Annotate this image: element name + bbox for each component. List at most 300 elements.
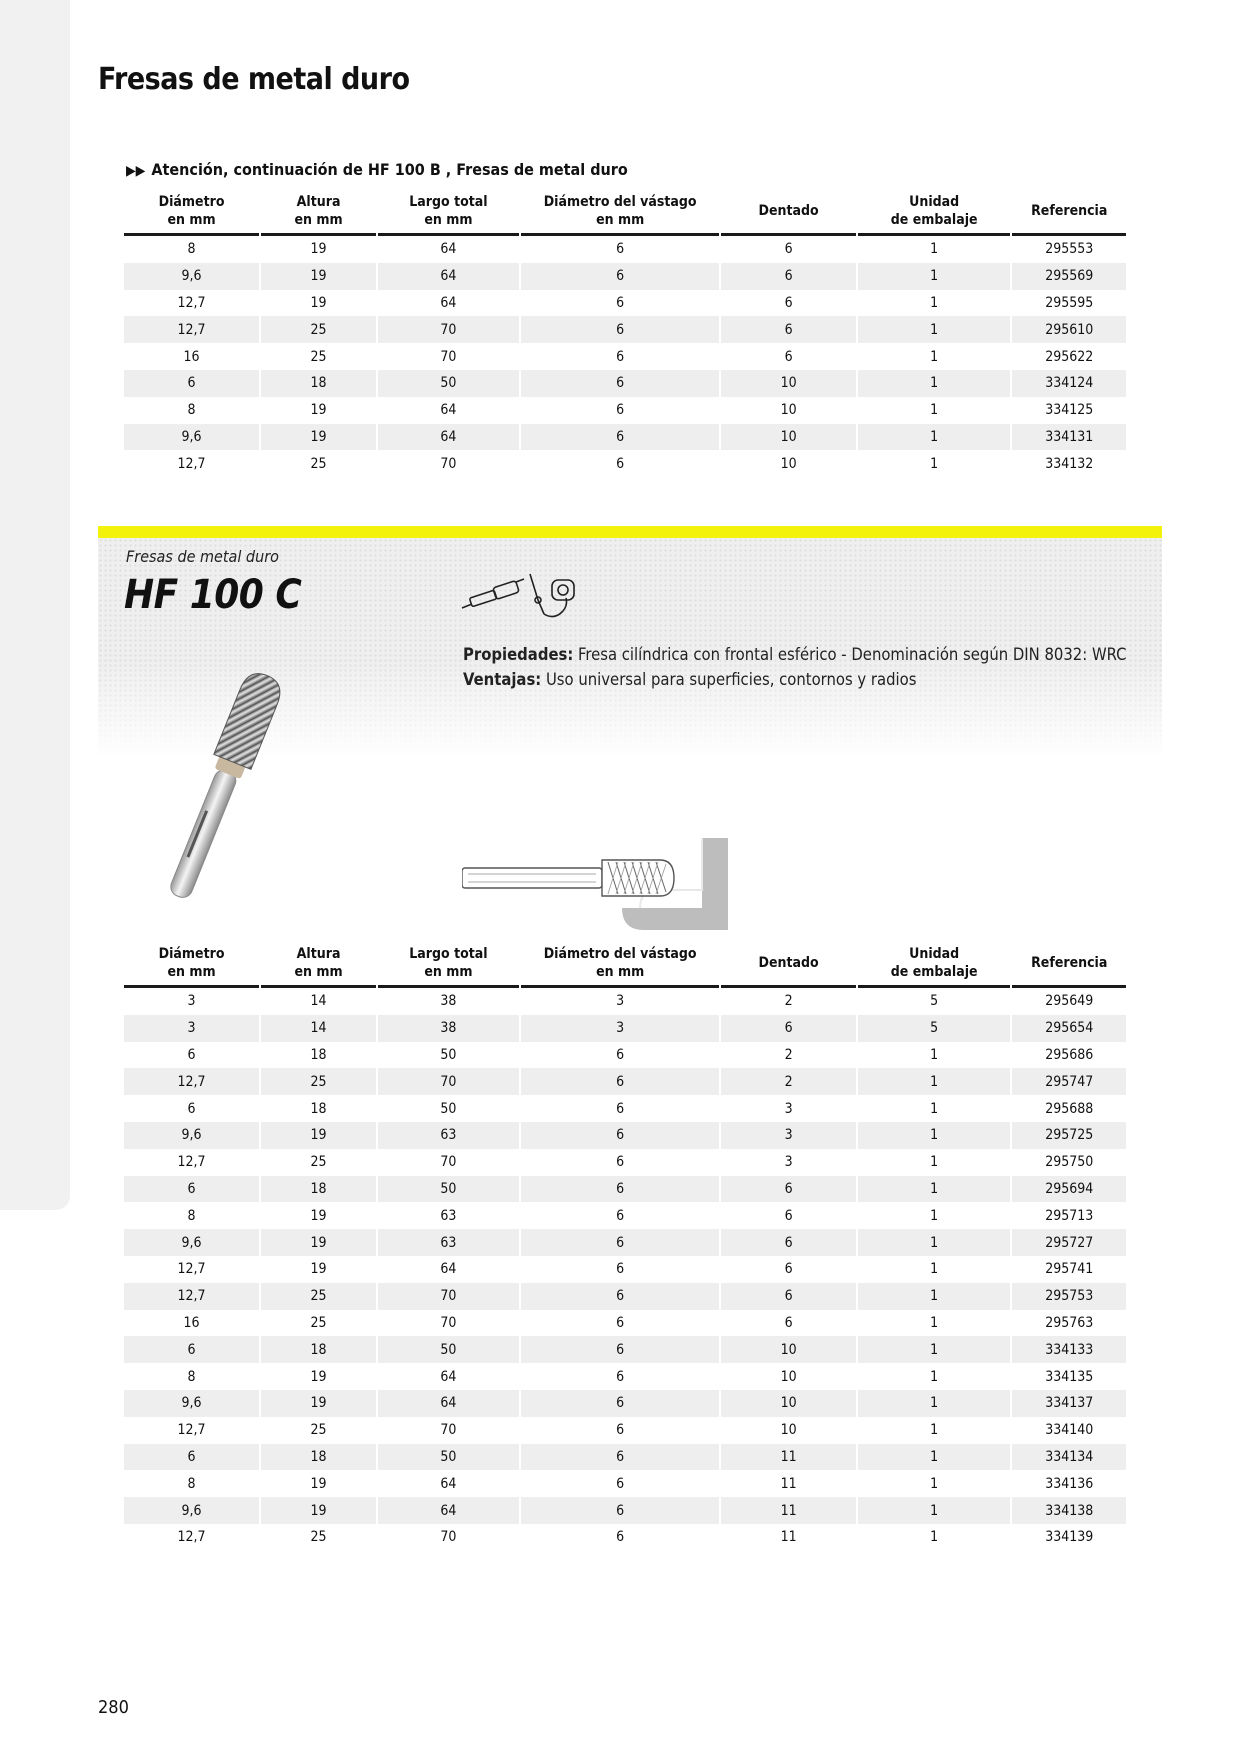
cell-teeth: 10 [721, 424, 855, 451]
cell-pack-unit: 1 [858, 1444, 1011, 1471]
cell-total-length: 63 [378, 1229, 519, 1256]
cell-diameter: 12,7 [124, 1068, 259, 1095]
cell-height: 18 [261, 370, 376, 397]
table-row [124, 1256, 1126, 1283]
header-total-length-line: en mm [424, 212, 473, 228]
properties-line [463, 642, 1143, 667]
table-row [124, 1042, 1126, 1069]
cell-total-length: 63 [440, 1207, 457, 1224]
cell-total-length: 38 [378, 1015, 519, 1042]
table-row [124, 1149, 1126, 1176]
table-row [124, 1363, 1126, 1390]
header-pack-unit [858, 943, 1011, 988]
cell-pack-unit: 1 [858, 1283, 1011, 1310]
cell-shank-diameter: 6 [521, 370, 720, 397]
header-shank-diameter-line: en mm [596, 964, 645, 980]
header-reference-line: Referencia [1031, 955, 1108, 971]
header-diameter-line: en mm [167, 964, 216, 980]
cell-height: 25 [310, 1154, 327, 1171]
cell-pack-unit: 1 [930, 1529, 939, 1546]
cell-diameter: 3 [187, 993, 196, 1010]
cell-pack-unit: 5 [858, 1015, 1011, 1042]
cell-pack-unit: 1 [858, 263, 1011, 290]
cell-shank-diameter: 6 [521, 316, 720, 343]
cell-reference: 334133 [1012, 1336, 1126, 1363]
table-row [124, 316, 1126, 343]
cell-shank-diameter: 6 [521, 1336, 720, 1363]
header-shank-diameter-line: Diámetro del vástago [543, 194, 697, 210]
cell-total-length: 50 [378, 370, 519, 397]
cell-shank-diameter: 6 [616, 1207, 625, 1224]
table-row [124, 1229, 1126, 1256]
table-row [124, 236, 1126, 263]
cell-total-length: 50 [440, 1100, 457, 1117]
cell-pack-unit: 1 [858, 316, 1011, 343]
header-total-length [378, 943, 519, 988]
properties-text: Fresa cilíndrica con frontal esférico - Denominación según DIN 8032: WRC [578, 645, 1127, 664]
table-row [124, 1310, 1126, 1337]
cell-diameter: 9,6 [124, 1229, 259, 1256]
cell-pack-unit: 1 [930, 1368, 939, 1385]
cell-shank-diameter: 6 [616, 1314, 625, 1331]
cell-shank-diameter: 6 [616, 1046, 625, 1063]
continuation-note [126, 160, 628, 179]
header-height-line: en mm [294, 964, 343, 980]
cell-height: 25 [310, 348, 327, 365]
cell-shank-diameter: 6 [616, 348, 625, 365]
header-height-line: en mm [294, 212, 343, 228]
cell-reference: 295727 [1012, 1229, 1126, 1256]
table-row [124, 370, 1126, 397]
cell-reference: 334134 [1012, 1444, 1126, 1471]
cell-total-length: 63 [378, 1122, 519, 1149]
cell-shank-diameter: 6 [616, 1261, 625, 1278]
cell-total-length: 70 [440, 455, 457, 472]
table-row [124, 1390, 1126, 1417]
header-total-length-line: Largo total [409, 946, 488, 962]
continuation-spec-table [122, 191, 1128, 477]
cell-reference: 295725 [1012, 1122, 1126, 1149]
cell-diameter: 12,7 [177, 294, 206, 311]
cell-total-length: 64 [378, 1497, 519, 1524]
cell-total-length: 50 [378, 1444, 519, 1471]
cell-diameter: 8 [187, 1368, 196, 1385]
product-code: HF 100 C [124, 572, 302, 618]
cell-height: 19 [310, 1207, 327, 1224]
cell-teeth: 6 [721, 1229, 855, 1256]
cell-shank-diameter: 6 [521, 424, 720, 451]
cell-pack-unit: 1 [858, 370, 1011, 397]
cell-height: 18 [310, 1046, 327, 1063]
cell-height: 18 [261, 1176, 376, 1203]
cell-shank-diameter: 6 [616, 402, 625, 419]
cell-shank-diameter: 6 [521, 1176, 720, 1203]
cell-pack-unit: 1 [930, 348, 939, 365]
cell-pack-unit: 1 [930, 1207, 939, 1224]
cell-total-length: 64 [378, 424, 519, 451]
burr-profile-diagram [462, 838, 732, 934]
product-description [463, 642, 1143, 692]
table-body [124, 236, 1126, 477]
table-row [124, 1444, 1126, 1471]
cell-diameter: 8 [187, 241, 196, 258]
cell-diameter: 9,6 [124, 424, 259, 451]
cell-reference: 334125 [1045, 402, 1094, 419]
table-row [124, 1470, 1126, 1497]
cell-height: 14 [261, 1015, 376, 1042]
table-row [124, 1336, 1126, 1363]
cell-total-length: 64 [440, 241, 457, 258]
cell-reference: 295694 [1012, 1176, 1126, 1203]
cell-reference: 334140 [1045, 1422, 1094, 1439]
cell-height: 25 [310, 1422, 327, 1439]
continuation-text: Atención, continuación de HF 100 B , Fresas de metal duro [151, 160, 628, 179]
cell-diameter: 6 [187, 1046, 196, 1063]
cell-teeth: 10 [780, 1368, 797, 1385]
cell-teeth: 10 [780, 402, 797, 419]
cell-diameter: 6 [124, 370, 259, 397]
properties-label: Propiedades: [463, 645, 574, 664]
cell-total-length: 64 [378, 1390, 519, 1417]
header-diameter [124, 191, 259, 236]
cell-teeth: 3 [784, 1154, 793, 1171]
advantages-line [463, 667, 1143, 692]
cell-teeth: 11 [721, 1497, 855, 1524]
cell-pack-unit: 1 [930, 1100, 939, 1117]
cell-total-length: 70 [378, 316, 519, 343]
advantages-label: Ventajas: [463, 670, 542, 689]
cell-shank-diameter: 6 [616, 455, 625, 472]
cell-diameter: 12,7 [124, 1283, 259, 1310]
cell-height: 19 [310, 1475, 327, 1492]
cell-reference: 334137 [1012, 1390, 1126, 1417]
cell-reference: 295553 [1045, 241, 1094, 258]
cell-shank-diameter: 6 [521, 1122, 720, 1149]
cell-teeth: 10 [721, 370, 855, 397]
header-pack-unit-line: de embalaje [890, 212, 978, 228]
cell-total-length: 64 [440, 402, 457, 419]
page-number: 280 [98, 1697, 129, 1718]
cell-diameter: 9,6 [124, 263, 259, 290]
header-diameter-line: Diámetro [158, 194, 225, 210]
cell-total-length: 50 [378, 1176, 519, 1203]
cell-total-length: 64 [440, 1261, 457, 1278]
cell-reference: 334139 [1045, 1529, 1094, 1546]
burr-product-image [148, 665, 298, 914]
table-row [124, 1524, 1126, 1551]
cell-diameter: 12,7 [177, 1154, 206, 1171]
cell-teeth: 10 [721, 1390, 855, 1417]
header-reference [1012, 191, 1126, 236]
header-shank-diameter-line: Diámetro del vástago [543, 946, 697, 962]
cell-height: 18 [261, 1444, 376, 1471]
header-shank-diameter-line: en mm [596, 212, 645, 228]
cell-reference: 334131 [1012, 424, 1126, 451]
cell-pack-unit: 1 [930, 1475, 939, 1492]
cell-pack-unit: 1 [858, 1229, 1011, 1256]
cell-shank-diameter: 6 [616, 1529, 625, 1546]
header-teeth [721, 943, 855, 988]
header-diameter-line: en mm [167, 212, 216, 228]
cell-shank-diameter: 3 [616, 993, 625, 1010]
cell-height: 14 [310, 993, 327, 1010]
cell-pack-unit: 1 [858, 1336, 1011, 1363]
cell-pack-unit: 1 [858, 1122, 1011, 1149]
cell-shank-diameter: 6 [521, 1497, 720, 1524]
cell-height: 19 [310, 1261, 327, 1278]
cell-reference: 334136 [1045, 1475, 1094, 1492]
header-teeth-line: Dentado [758, 955, 819, 971]
yellow-accent-bar [98, 526, 1162, 538]
die-grinder-icon [460, 566, 600, 628]
cell-reference: 295610 [1012, 316, 1126, 343]
header-diameter-line: Diámetro [158, 946, 225, 962]
cell-reference: 295753 [1012, 1283, 1126, 1310]
product-family: Fresas de metal duro [126, 547, 279, 566]
advantages-text: Uso universal para superficies, contornos y radios [545, 670, 917, 689]
cell-total-length: 70 [378, 1283, 519, 1310]
cell-diameter: 12,7 [124, 316, 259, 343]
cell-shank-diameter: 6 [616, 1475, 625, 1492]
cell-pack-unit: 1 [930, 241, 939, 258]
cell-reference: 295713 [1045, 1207, 1094, 1224]
cell-teeth: 6 [784, 348, 793, 365]
cell-shank-diameter: 6 [521, 1283, 720, 1310]
table-row [124, 397, 1126, 424]
cell-height: 19 [261, 1229, 376, 1256]
table-row [124, 1068, 1126, 1095]
cell-height: 19 [261, 1122, 376, 1149]
cell-diameter: 3 [124, 1015, 259, 1042]
cell-diameter: 12,7 [177, 1261, 206, 1278]
cell-shank-diameter: 6 [616, 1422, 625, 1439]
cell-pack-unit: 1 [858, 1176, 1011, 1203]
cell-diameter: 9,6 [124, 1497, 259, 1524]
cell-height: 19 [261, 1390, 376, 1417]
header-teeth [721, 191, 855, 236]
cell-pack-unit: 1 [858, 1068, 1011, 1095]
cell-teeth: 10 [780, 455, 797, 472]
cell-teeth: 6 [784, 1261, 793, 1278]
cell-height: 25 [261, 316, 376, 343]
cell-total-length: 70 [440, 348, 457, 365]
cell-teeth: 6 [721, 316, 855, 343]
cell-pack-unit: 1 [858, 1497, 1011, 1524]
table-row [124, 1015, 1126, 1042]
table-header-row [124, 191, 1126, 236]
cell-pack-unit: 1 [930, 1314, 939, 1331]
cell-height: 19 [310, 402, 327, 419]
cell-height: 19 [261, 1497, 376, 1524]
cell-total-length: 70 [378, 1068, 519, 1095]
cell-reference: 295622 [1045, 348, 1094, 365]
header-height [261, 943, 376, 988]
cell-height: 25 [261, 1283, 376, 1310]
cell-teeth: 6 [784, 1314, 793, 1331]
cell-reference: 295686 [1045, 1046, 1094, 1063]
cell-reference: 295763 [1045, 1314, 1094, 1331]
cell-reference: 295649 [1045, 993, 1094, 1010]
header-shank-diameter [521, 943, 720, 988]
table-row [124, 1283, 1126, 1310]
cell-diameter: 12,7 [177, 1529, 206, 1546]
table-row [124, 343, 1126, 370]
cell-diameter: 12,7 [177, 1422, 206, 1439]
cell-diameter: 6 [124, 1336, 259, 1363]
cell-total-length: 70 [440, 1154, 457, 1171]
cell-height: 18 [310, 1100, 327, 1117]
cell-teeth: 6 [784, 1207, 793, 1224]
header-pack-unit-line: Unidad [909, 946, 960, 962]
cell-total-length: 70 [440, 1422, 457, 1439]
cell-total-length: 70 [440, 1314, 457, 1331]
cell-teeth: 2 [784, 1046, 793, 1063]
cell-shank-diameter: 6 [521, 1444, 720, 1471]
cell-teeth: 6 [721, 263, 855, 290]
cell-teeth: 3 [721, 1122, 855, 1149]
usage-icons [460, 566, 600, 632]
cell-diameter: 16 [183, 1314, 200, 1331]
cell-total-length: 64 [440, 1475, 457, 1492]
cell-diameter: 12,7 [177, 455, 206, 472]
cell-total-length: 64 [440, 294, 457, 311]
double-chevron-right-icon: ▶▶ [126, 163, 146, 179]
cell-reference: 295654 [1012, 1015, 1126, 1042]
table-row [124, 1176, 1126, 1203]
header-shank-diameter [521, 191, 720, 236]
cell-reference: 295747 [1012, 1068, 1126, 1095]
header-height [261, 191, 376, 236]
cell-diameter: 16 [183, 348, 200, 365]
cell-reference: 295741 [1045, 1261, 1094, 1278]
header-height-line: Altura [296, 946, 341, 962]
header-diameter [124, 943, 259, 988]
header-pack-unit-line: Unidad [909, 194, 960, 210]
cell-total-length: 38 [440, 993, 457, 1010]
header-pack-unit [858, 191, 1011, 236]
cell-reference: 334124 [1012, 370, 1126, 397]
cell-reference: 334138 [1012, 1497, 1126, 1524]
cell-teeth: 6 [721, 1176, 855, 1203]
table-header-row [124, 943, 1126, 988]
header-height-line: Altura [296, 194, 341, 210]
cell-height: 19 [310, 241, 327, 258]
cell-shank-diameter: 6 [521, 1390, 720, 1417]
table-row [124, 1497, 1126, 1524]
cell-teeth: 6 [784, 241, 793, 258]
header-reference [1012, 943, 1126, 988]
table-row [124, 988, 1126, 1015]
cell-height: 25 [261, 1068, 376, 1095]
table-row [124, 1202, 1126, 1229]
cell-total-length: 70 [440, 1529, 457, 1546]
side-tab [0, 0, 70, 1210]
cell-shank-diameter: 6 [616, 1368, 625, 1385]
table-row [124, 1122, 1126, 1149]
cell-teeth: 6 [721, 1015, 855, 1042]
cell-teeth: 2 [784, 993, 793, 1010]
cell-diameter: 6 [124, 1176, 259, 1203]
cell-reference: 295569 [1012, 263, 1126, 290]
cell-shank-diameter: 6 [616, 241, 625, 258]
cell-pack-unit: 1 [930, 1261, 939, 1278]
cell-reference: 295595 [1045, 294, 1094, 311]
cell-reference: 295750 [1045, 1154, 1094, 1171]
cell-pack-unit: 1 [930, 294, 939, 311]
cell-height: 19 [310, 294, 327, 311]
cell-diameter: 6 [187, 1100, 196, 1117]
cell-height: 19 [310, 1368, 327, 1385]
cell-diameter: 9,6 [124, 1122, 259, 1149]
cell-shank-diameter: 6 [616, 1100, 625, 1117]
cell-reference: 334132 [1045, 455, 1094, 472]
cell-shank-diameter: 6 [521, 1229, 720, 1256]
table-row [124, 1095, 1126, 1122]
cell-teeth: 3 [784, 1100, 793, 1117]
cell-teeth: 11 [780, 1529, 797, 1546]
cell-teeth: 2 [721, 1068, 855, 1095]
cell-teeth: 10 [780, 1422, 797, 1439]
header-pack-unit-line: de embalaje [890, 964, 978, 980]
table-body [124, 988, 1126, 1551]
cell-shank-diameter: 6 [616, 1154, 625, 1171]
page-title: Fresas de metal duro [98, 62, 410, 97]
table-row [124, 1417, 1126, 1444]
cell-shank-diameter: 6 [521, 1068, 720, 1095]
cell-pack-unit: 1 [930, 1422, 939, 1439]
cell-diameter: 9,6 [124, 1390, 259, 1417]
header-total-length-line: Largo total [409, 194, 488, 210]
cell-diameter: 8 [187, 402, 196, 419]
cell-total-length: 64 [378, 263, 519, 290]
cell-height: 25 [310, 455, 327, 472]
cell-total-length: 50 [440, 1046, 457, 1063]
cell-teeth: 11 [780, 1475, 797, 1492]
header-reference-line: Referencia [1031, 203, 1108, 219]
cell-shank-diameter: 6 [616, 294, 625, 311]
cell-height: 19 [261, 424, 376, 451]
table-row [124, 290, 1126, 317]
cell-height: 25 [310, 1314, 327, 1331]
cell-pack-unit: 1 [930, 1046, 939, 1063]
cell-height: 19 [261, 263, 376, 290]
cell-teeth: 6 [784, 294, 793, 311]
cell-pack-unit: 1 [858, 424, 1011, 451]
cell-diameter: 8 [187, 1475, 196, 1492]
cell-total-length: 50 [378, 1336, 519, 1363]
cell-pack-unit: 1 [930, 402, 939, 419]
cell-pack-unit: 1 [930, 455, 939, 472]
cell-pack-unit: 1 [930, 1154, 939, 1171]
cell-reference: 334135 [1045, 1368, 1094, 1385]
header-total-length [378, 191, 519, 236]
cell-reference: 295688 [1045, 1100, 1094, 1117]
table-row [124, 263, 1126, 290]
table-row [124, 424, 1126, 451]
cell-total-length: 64 [440, 1368, 457, 1385]
cell-diameter: 6 [124, 1444, 259, 1471]
cell-teeth: 11 [721, 1444, 855, 1471]
table-row [124, 450, 1126, 477]
header-teeth-line: Dentado [758, 203, 819, 219]
cell-teeth: 10 [721, 1336, 855, 1363]
cell-height: 25 [310, 1529, 327, 1546]
cell-pack-unit: 5 [930, 993, 939, 1010]
cell-shank-diameter: 6 [521, 263, 720, 290]
hf100c-spec-table [122, 943, 1128, 1551]
cell-diameter: 8 [187, 1207, 196, 1224]
cell-height: 18 [261, 1336, 376, 1363]
